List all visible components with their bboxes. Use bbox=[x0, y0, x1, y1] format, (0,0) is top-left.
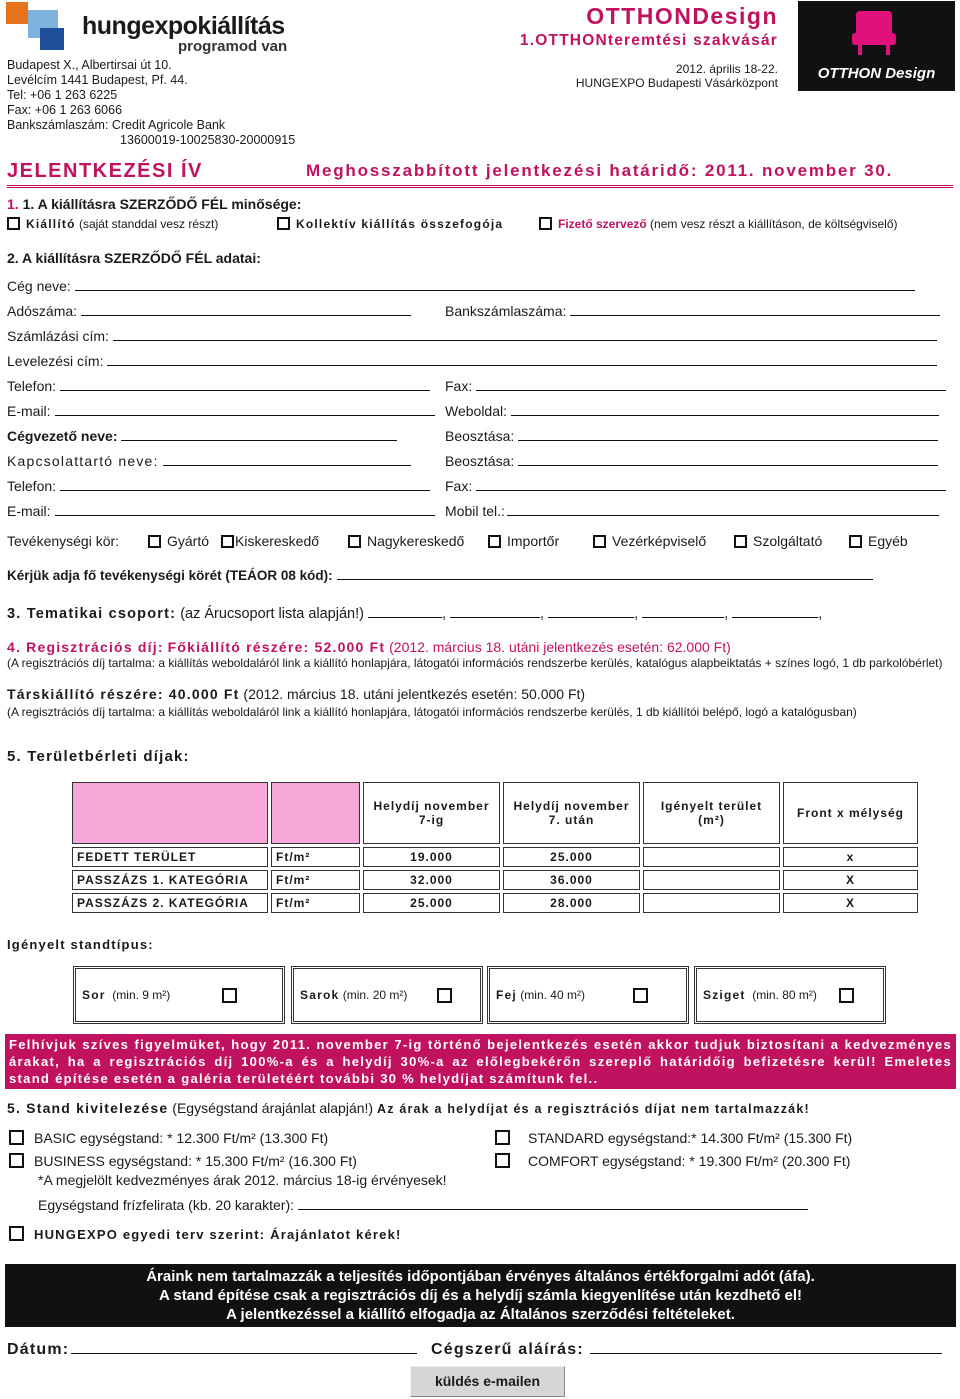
ceo-label: Cégvezető neve: bbox=[7, 428, 118, 444]
contact-email-label: E-mail: bbox=[7, 503, 51, 519]
ceo-field[interactable] bbox=[121, 429, 397, 441]
stand-type-size: (min. 9 m²) bbox=[112, 988, 171, 1002]
checkbox-icon[interactable] bbox=[734, 535, 747, 548]
table-cell: 28.000 bbox=[503, 893, 640, 913]
contact-email-field[interactable] bbox=[55, 504, 435, 516]
activity-kiskereskedo[interactable] bbox=[221, 533, 319, 549]
web-label: Weboldal: bbox=[445, 403, 508, 419]
activity-importor[interactable] bbox=[488, 533, 559, 549]
main-fee-late: (2012. március 18. utáni jelentkezés esetén: 62.000 Ft) bbox=[389, 639, 731, 655]
party-exhibitor-option[interactable] bbox=[7, 217, 218, 231]
send-email-label: küldés e-mailen bbox=[434, 1373, 541, 1389]
contact-fax-label: Fax: bbox=[445, 478, 473, 494]
table-cell: 36.000 bbox=[503, 870, 640, 890]
stand-type-name: Sarok bbox=[300, 988, 340, 1002]
company-name-label: Cég neve: bbox=[7, 278, 71, 294]
ceo-position-row bbox=[445, 428, 938, 444]
signature-field[interactable] bbox=[590, 1340, 942, 1354]
header-cell: Front x mélység bbox=[783, 782, 918, 844]
option-label: Fizető szervező bbox=[558, 217, 647, 231]
table-cell[interactable]: x bbox=[783, 847, 918, 867]
company-name-row bbox=[7, 278, 915, 294]
table-header-row bbox=[72, 782, 918, 844]
stand-type-name: Sziget bbox=[703, 988, 746, 1002]
contact-phone-field[interactable] bbox=[60, 479, 430, 491]
activity-nagykereskedo[interactable] bbox=[348, 533, 464, 549]
send-email-button[interactable] bbox=[410, 1366, 565, 1397]
stand-type-sor[interactable] bbox=[73, 966, 285, 1024]
table-row bbox=[72, 847, 918, 867]
checkbox-icon[interactable] bbox=[495, 1130, 510, 1145]
billing-row bbox=[7, 328, 937, 344]
form-title: JELENTKEZÉSI ÍV bbox=[7, 160, 203, 182]
teaor-field[interactable] bbox=[337, 568, 873, 580]
web-field[interactable] bbox=[511, 404, 939, 416]
co-fee-label: Társkiállító részére: 40.000 Ft bbox=[7, 686, 240, 702]
theme-field-4[interactable] bbox=[642, 606, 724, 618]
activity-option-label: Kiskereskedő bbox=[235, 533, 320, 549]
table-cell: Ft/m² bbox=[271, 847, 360, 867]
stand-option-label: HUNGEXPO egyedi terv szerint: Árajánlatot kérek! bbox=[34, 1227, 402, 1242]
header-empty-cell bbox=[271, 782, 360, 844]
table-cell: Ft/m² bbox=[271, 893, 360, 913]
section4-title: 4. Regisztrációs díj: bbox=[7, 639, 164, 655]
section1-title-text: 1. A kiállításra SZERZŐDŐ FÉL minősége: bbox=[22, 196, 302, 212]
checkbox-icon[interactable] bbox=[495, 1153, 510, 1168]
teaor-row bbox=[7, 568, 873, 583]
contact-phone-label: Telefon: bbox=[7, 478, 57, 494]
mobile-field[interactable] bbox=[507, 504, 939, 516]
area-input-cell[interactable] bbox=[643, 893, 780, 913]
activity-label: Tevékenységi kör: bbox=[7, 533, 120, 549]
stand-type-name: Sor bbox=[82, 988, 106, 1002]
activity-option-label: Szolgáltató bbox=[753, 533, 823, 549]
checkbox-icon[interactable] bbox=[437, 988, 452, 1003]
business-stand-option[interactable] bbox=[9, 1153, 357, 1169]
party-organizer-option[interactable] bbox=[539, 217, 897, 231]
section1-number: 1. bbox=[7, 196, 19, 212]
otthon-logo-text: OTTHON Design bbox=[817, 65, 936, 82]
contact-phone-row bbox=[7, 478, 430, 494]
checkbox-icon[interactable] bbox=[849, 535, 862, 548]
phone-field[interactable] bbox=[60, 379, 430, 391]
basic-stand-option[interactable] bbox=[9, 1130, 328, 1146]
table-cell: 25.000 bbox=[363, 893, 500, 913]
billing-label: Számlázási cím: bbox=[7, 328, 109, 344]
contact-label: Kapcsolattartó neve: bbox=[7, 453, 159, 469]
chair-icon bbox=[846, 7, 906, 57]
theme-field-3[interactable] bbox=[548, 606, 634, 618]
checkbox-icon[interactable] bbox=[222, 988, 237, 1003]
checkbox-icon[interactable] bbox=[9, 1153, 24, 1168]
section6-title: 5. Stand kivitelezése bbox=[7, 1100, 169, 1116]
section5-title bbox=[7, 748, 190, 765]
hungexpo-logo bbox=[6, 2, 306, 58]
checkbox-icon[interactable] bbox=[839, 988, 854, 1003]
custom-stand-option[interactable] bbox=[9, 1226, 402, 1242]
date-row bbox=[7, 1340, 417, 1359]
contact-email-row bbox=[7, 503, 435, 519]
phone-row bbox=[7, 378, 430, 394]
terms-line: A stand építése csak a regisztrációs díj és a helydíj számla kiegyenlítése után kezdhető el! bbox=[158, 1287, 803, 1304]
mobile-row bbox=[445, 503, 939, 519]
stand-type-label: Igényelt standtípus: bbox=[7, 937, 154, 952]
table-cell: PASSZÁZS 2. KATEGÓRIA bbox=[72, 893, 268, 913]
section6-title-row bbox=[7, 1100, 810, 1116]
web-row bbox=[445, 403, 939, 419]
activity-szolgaltato[interactable] bbox=[734, 533, 822, 549]
checkbox-icon[interactable] bbox=[593, 535, 606, 548]
checkbox-icon[interactable] bbox=[221, 535, 234, 548]
stand-type-fej[interactable] bbox=[487, 966, 689, 1024]
frieze-label: Egységstand frízfelirata (kb. 20 karakter): bbox=[38, 1197, 294, 1213]
checkbox-icon[interactable] bbox=[539, 217, 552, 230]
stand-option-label: STANDARD egységstand:* 14.300 Ft/m² (15.300 Ft) bbox=[528, 1130, 853, 1146]
activity-option-label: Egyéb bbox=[868, 533, 908, 549]
contact-field[interactable] bbox=[163, 454, 411, 466]
email-row bbox=[7, 403, 435, 419]
fax-field[interactable] bbox=[476, 379, 946, 391]
stand-option-label: BASIC egységstand: * 12.300 Ft/m² (13.300 Ft) bbox=[34, 1130, 329, 1146]
company-name-field[interactable] bbox=[75, 279, 915, 291]
area-input-cell[interactable] bbox=[643, 847, 780, 867]
stand-option-label: BUSINESS egységstand: * 15.300 Ft/m² (16.300 Ft) bbox=[34, 1153, 357, 1169]
table-cell: PASSZÁZS 1. KATEGÓRIA bbox=[72, 870, 268, 890]
table-row bbox=[72, 893, 918, 913]
logo-wordmark: hungexpokiállítás bbox=[82, 12, 285, 40]
terms-line: A jelentkezéssel a kiállító elfogadja az Általános szerződési feltételeket. bbox=[226, 1306, 735, 1323]
checkbox-icon[interactable] bbox=[633, 988, 648, 1003]
activity-option-label: Gyártó bbox=[167, 533, 210, 549]
header-divider bbox=[7, 185, 953, 188]
header-cell: Igényelt terület (m²) bbox=[643, 782, 780, 844]
teaor-label: Kérjük adja fő tevékenységi körét (TEÁOR 08 kód): bbox=[7, 568, 333, 583]
checkbox-icon[interactable] bbox=[9, 1226, 24, 1241]
table-cell[interactable]: X bbox=[783, 893, 918, 913]
date-field[interactable] bbox=[71, 1340, 417, 1354]
ceo-position-field[interactable] bbox=[518, 429, 938, 441]
address-line: Bankszámlaszám: Credit Agricole Bank bbox=[7, 118, 226, 132]
email-field[interactable] bbox=[55, 404, 435, 416]
email-label: E-mail: bbox=[7, 403, 51, 419]
contact-fax-row bbox=[445, 478, 946, 494]
fax-row bbox=[445, 378, 946, 394]
address-line: Fax: +06 1 263 6066 bbox=[7, 103, 123, 117]
mailing-row bbox=[7, 353, 937, 369]
option-label: Kiállító bbox=[26, 217, 76, 231]
frieze-row bbox=[38, 1197, 808, 1213]
otthon-design-logo bbox=[798, 1, 955, 91]
event-title: OTTHONDesign bbox=[586, 3, 778, 29]
co-fee-note: (A regisztrációs díj tartalma: a kiállítás weboldaláról link a kiállító honlapjára, látogatói információs rendszerbe kerülés, 1 db kiállítói belépő, logó a katalógusban) bbox=[7, 705, 857, 719]
theme-field-2[interactable] bbox=[450, 606, 540, 618]
terms-box bbox=[5, 1264, 956, 1327]
stand-type-sziget[interactable] bbox=[694, 966, 886, 1024]
frieze-field[interactable] bbox=[298, 1198, 808, 1210]
header-cell: Helydíj november 7. után bbox=[503, 782, 640, 844]
activity-gyarto[interactable] bbox=[148, 533, 209, 549]
comfort-stand-option[interactable] bbox=[495, 1153, 850, 1169]
header-cell: Helydíj november 7-ig bbox=[363, 782, 500, 844]
checkbox-icon[interactable] bbox=[488, 535, 501, 548]
party-collective-option[interactable] bbox=[277, 217, 503, 231]
table-cell: Ft/m² bbox=[271, 870, 360, 890]
table-row bbox=[72, 870, 918, 890]
checkbox-icon[interactable] bbox=[9, 1130, 24, 1145]
deadline-text: Meghosszabbított jelentkezési határidő: 2011. november 30. bbox=[306, 161, 894, 180]
section1-title bbox=[7, 196, 301, 212]
section3-row: 3. Tematikai csoport: (az Árucsoport lista alapján!) , , , , , bbox=[7, 606, 823, 622]
stand-type-size: (min. 40 m²) bbox=[520, 988, 585, 1002]
tax-label: Adószáma: bbox=[7, 303, 78, 319]
theme-field-5[interactable] bbox=[732, 606, 818, 618]
standard-stand-option[interactable] bbox=[495, 1130, 852, 1146]
option-note: (saját standdal vesz részt) bbox=[78, 217, 219, 231]
event-date: 2012. április 18-22. bbox=[675, 62, 778, 76]
main-fee-note: (A regisztrációs díj tartalma: a kiállítás weboldaláról link a kiállító honlapjára, látogatói információs rendszerbe kerülés, katalógus alapbeiktatás + színes logó, 1 db parkolóbérlet) bbox=[7, 656, 943, 670]
section3-title: 3. Tematikai csoport: bbox=[7, 606, 177, 622]
terms-line: Áraink nem tartalmazzák a teljesítés időpontjában érvényes általános értékforgalmi adót (áfa). bbox=[146, 1268, 815, 1285]
table-cell: FEDETT TERÜLET bbox=[72, 847, 268, 867]
ceo-row bbox=[7, 428, 397, 444]
table-cell: 32.000 bbox=[363, 870, 500, 890]
table-cell: 25.000 bbox=[503, 847, 640, 867]
checkbox-icon[interactable] bbox=[348, 535, 361, 548]
date-label: Dátum: bbox=[7, 1341, 70, 1358]
address-line: Tel: +06 1 263 6225 bbox=[7, 88, 118, 102]
address-line: Levélcím 1441 Budapest, Pf. 44. bbox=[7, 73, 188, 87]
checkbox-icon[interactable] bbox=[7, 217, 20, 230]
co-fee-late: (2012. március 18. utáni jelentkezés esetén: 50.000 Ft) bbox=[243, 686, 586, 702]
activity-egyeb[interactable] bbox=[849, 533, 908, 549]
main-fee-label: Főkiállító részére: 52.000 Ft bbox=[167, 639, 386, 655]
option-label: Kollektív kiállítás összefogója bbox=[296, 217, 504, 231]
logo-tagline: programod van bbox=[178, 38, 288, 55]
phone-label: Telefon: bbox=[7, 378, 57, 394]
contact-position-row bbox=[445, 453, 938, 469]
section6-warning: Az árak a helydíjat és a regisztrációs díjat nem tartalmazzák! bbox=[376, 1102, 810, 1116]
stand-option-label: COMFORT egységstand: * 19.300 Ft/m² (20.300 Ft) bbox=[528, 1153, 851, 1169]
bank-field[interactable] bbox=[570, 304, 940, 316]
header-empty-cell bbox=[72, 782, 268, 844]
activity-option-label: Nagykereskedő bbox=[367, 533, 465, 549]
mailing-label: Levelezési cím: bbox=[7, 353, 104, 369]
section4-co-row bbox=[7, 686, 585, 702]
address-block bbox=[7, 58, 295, 148]
tax-row bbox=[7, 303, 411, 319]
section5-title-text: 5. Területbérleti díjak: bbox=[7, 748, 190, 765]
stand-type-size: (min. 80 m²) bbox=[752, 988, 817, 1002]
signature-row bbox=[431, 1340, 942, 1359]
stand-type-size: (min. 20 m²) bbox=[342, 988, 408, 1002]
contact-position-label: Beosztása: bbox=[445, 453, 515, 469]
area-input-cell[interactable] bbox=[643, 870, 780, 890]
discount-footnote: *A megjelölt kedvezményes árak 2012. március 18-ig érvényesek! bbox=[38, 1172, 447, 1188]
section2-title: 2. A kiállításra SZERZŐDŐ FÉL adatai: bbox=[7, 250, 261, 266]
contact-fax-field[interactable] bbox=[476, 479, 946, 491]
tax-field[interactable] bbox=[81, 304, 411, 316]
fee-table bbox=[69, 779, 921, 916]
hungexpo-logo-mark-icon bbox=[6, 2, 70, 54]
discount-notice: Felhívjuk szíves figyelmüket, hogy 2011. november 7-ig történő bejelentkezés esetén akkor tudjuk biztosítani a kedvezményes árakat, ha a regisztrációs díj 100%-a és a helydíj 30%-a az előlegbekérőn szereplő határidőig befizetésre kerül! Emeletes stand építése esetén a galéria területéért további 30 % helydíjat számítunk fel.. bbox=[5, 1034, 956, 1089]
section3-note: (az Árucsoport lista alapján!) bbox=[180, 606, 364, 622]
checkbox-icon[interactable] bbox=[148, 535, 161, 548]
theme-field-1[interactable] bbox=[368, 606, 442, 618]
stand-type-sarok[interactable] bbox=[291, 966, 483, 1024]
activity-option-label: Importőr bbox=[507, 533, 560, 549]
mobile-label: Mobil tel.: bbox=[445, 503, 505, 519]
table-cell: 19.000 bbox=[363, 847, 500, 867]
contact-row bbox=[7, 453, 411, 469]
event-venue: HUNGEXPO Budapesti Vásárközpont bbox=[575, 76, 778, 90]
bank-label: Bankszámlaszáma: bbox=[445, 303, 567, 319]
address-line: 13600019-10025830-20000915 bbox=[120, 133, 296, 147]
bank-row bbox=[445, 303, 940, 319]
billing-field[interactable] bbox=[113, 329, 937, 341]
stand-type-name: Fej bbox=[496, 988, 517, 1002]
option-note: (nem vesz részt a kiállításon, de költségviselő) bbox=[650, 217, 898, 231]
checkbox-icon[interactable] bbox=[277, 217, 290, 230]
contact-position-field[interactable] bbox=[518, 454, 938, 466]
address-line: Budapest X., Albertirsai út 10. bbox=[7, 58, 172, 72]
section4-main-row bbox=[7, 639, 731, 655]
event-subtitle: 1.OTTHONteremtési szakvásár bbox=[519, 32, 778, 49]
ceo-position-label: Beosztása: bbox=[445, 428, 515, 444]
event-header bbox=[470, 3, 778, 90]
fax-label: Fax: bbox=[445, 378, 473, 394]
activity-vezerkepviselo[interactable] bbox=[593, 533, 706, 549]
mailing-field[interactable] bbox=[107, 354, 937, 366]
section6-note: (Egységstand árajánlat alapján!) bbox=[172, 1100, 374, 1116]
signature-label: Cégszerű aláírás: bbox=[431, 1341, 584, 1358]
table-cell[interactable]: X bbox=[783, 870, 918, 890]
activity-option-label: Vezérképviselő bbox=[612, 533, 707, 549]
